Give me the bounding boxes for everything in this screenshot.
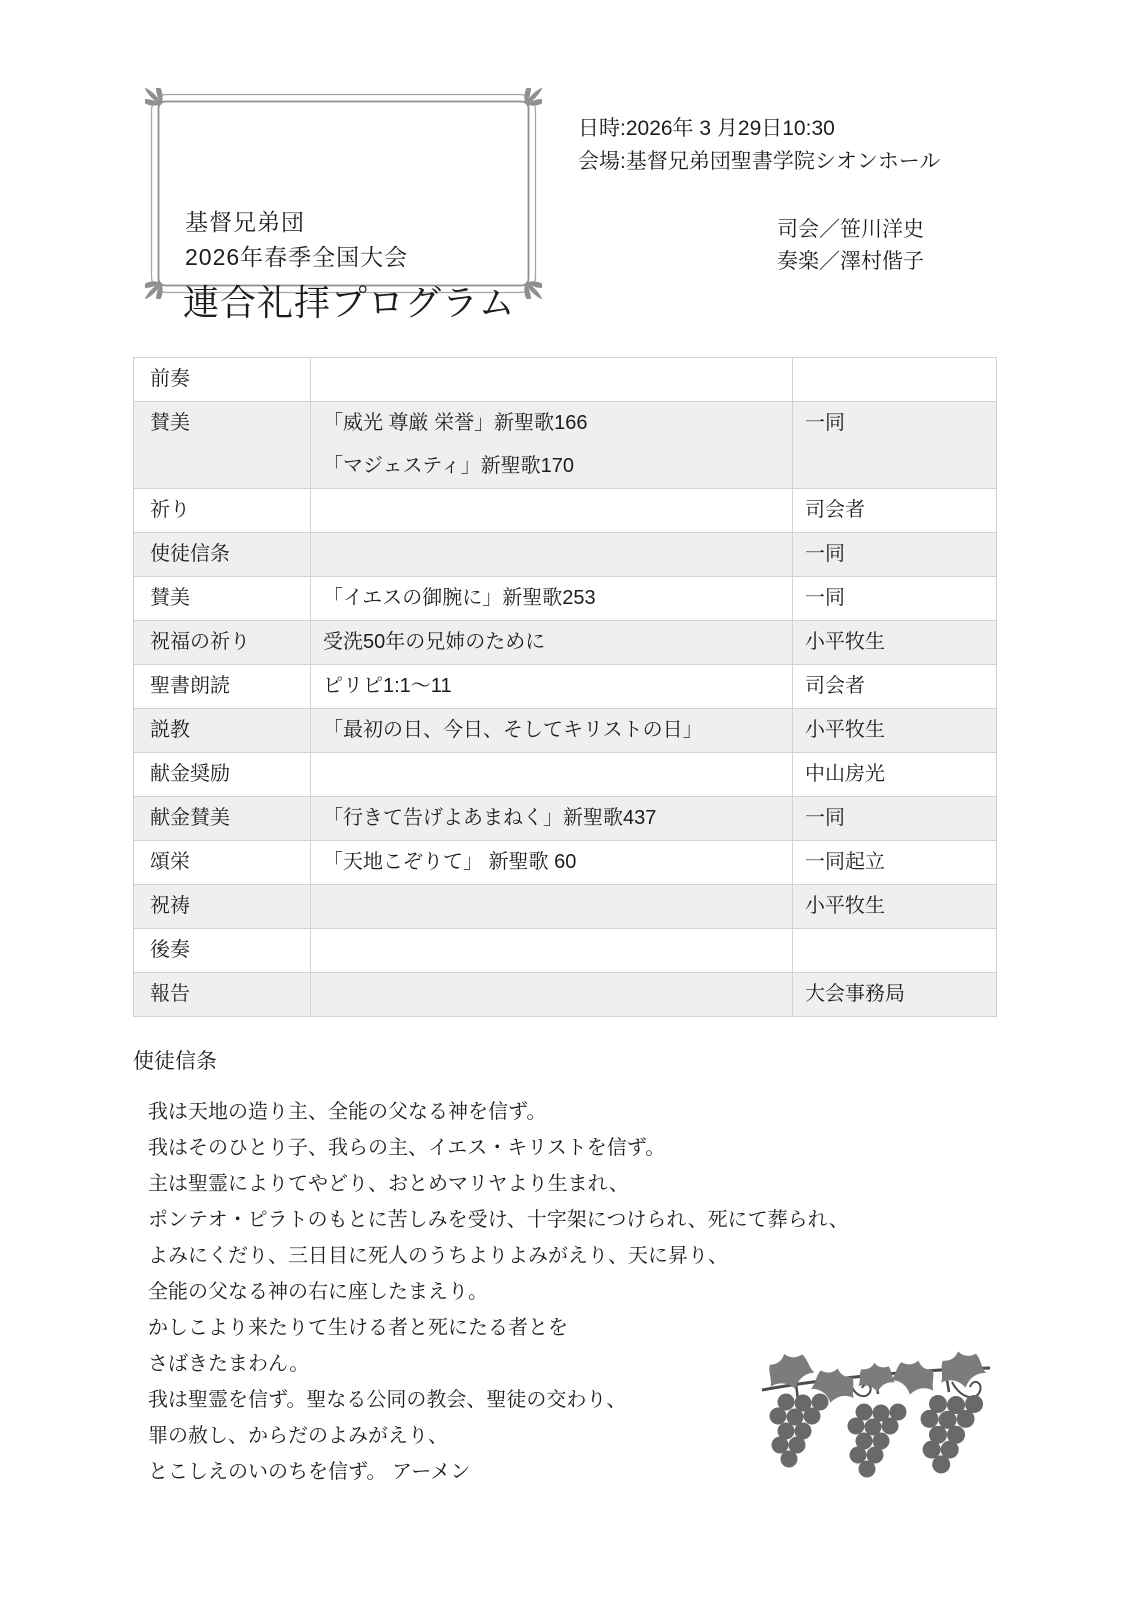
grapevine-ornament-icon: [756, 1338, 996, 1496]
program-item: 献金賛美: [134, 797, 311, 841]
event-info: [578, 112, 940, 178]
table-row: [134, 929, 997, 973]
title-frame: [145, 88, 542, 323]
creed-text: [148, 1094, 849, 1490]
table-row: [134, 577, 997, 621]
program-detail: ピリピ1:1～11: [311, 665, 793, 709]
program-item: 祝福の祈り: [134, 621, 311, 665]
program-detail: 「行きて告げよあまねく」新聖歌437: [311, 797, 793, 841]
program-detail: 受洗50年の兄姉のために: [311, 621, 793, 665]
program-detail: [311, 973, 793, 1017]
program-detail: 「天地こぞりて」 新聖歌 60: [311, 841, 793, 885]
program-who: 司会者: [793, 489, 997, 533]
program-who: 司会者: [793, 665, 997, 709]
program-who: 小平牧生: [793, 621, 997, 665]
program-item: 祈り: [134, 489, 311, 533]
program-item: 賛美: [134, 577, 311, 621]
program-item: 報告: [134, 973, 311, 1017]
program-who: 大会事務局: [793, 973, 997, 1017]
table-row: [134, 753, 997, 797]
organization-name: 基督兄弟団: [185, 209, 305, 235]
program-detail-line: 「威光 尊厳 栄誉」新聖歌166: [323, 412, 588, 434]
table-row: [134, 621, 997, 665]
page-title: 連合礼拝プログラム: [183, 282, 516, 323]
creed-line: 全能の父なる神の右に座したまえり。: [148, 1281, 488, 1303]
program-who: 中山房光: [793, 753, 997, 797]
creed-line: 罪の赦し、からだのよみがえり、: [148, 1425, 448, 1447]
table-row: [134, 841, 997, 885]
table-row: [134, 358, 997, 402]
program-who: 小平牧生: [793, 885, 997, 929]
program-item: 使徒信条: [134, 533, 311, 577]
creed-line: さばきたまわん。: [148, 1353, 310, 1375]
program-table: [133, 357, 997, 1017]
program-who: 一同: [793, 577, 997, 621]
creed-line: かしこより来たりて生ける者と死にたる者とを: [148, 1317, 568, 1339]
program-detail: 「イエスの御腕に」新聖歌253: [311, 577, 793, 621]
table-row: [134, 709, 997, 753]
creed-line: とこしえのいのちを信ず。 アーメン: [148, 1461, 471, 1483]
program-detail-line: 「マジェスティ」新聖歌170: [323, 455, 574, 477]
table-row: [134, 533, 997, 577]
event-venue: 会場:基督兄弟団聖書学院シオンホール: [578, 150, 941, 173]
program-who: 一同起立: [793, 841, 997, 885]
program-detail: [311, 929, 793, 973]
creed-line: 我は聖霊を信ず。聖なる公同の教会、聖徒の交わり、: [148, 1389, 627, 1411]
program-item: 後奏: [134, 929, 311, 973]
event-name: 2026年春季全国大会: [185, 244, 409, 270]
mc-name: 司会／笹川洋史: [777, 218, 924, 241]
program-item: 賛美: [134, 402, 311, 489]
table-row: [134, 402, 997, 489]
program-item: 聖書朗読: [134, 665, 311, 709]
program-who: 一同: [793, 797, 997, 841]
program-item: 説教: [134, 709, 311, 753]
program-detail: [311, 533, 793, 577]
program-who: 一同: [793, 533, 997, 577]
creed-heading: 使徒信条: [133, 1050, 217, 1073]
table-row: [134, 973, 997, 1017]
program-detail: [311, 489, 793, 533]
program-who: 一同: [793, 402, 997, 489]
creed-line: よみにくだり、三日目に死人のうちよりよみがえり、天に昇り、: [148, 1245, 728, 1267]
program-item: 前奏: [134, 358, 311, 402]
table-row: [134, 665, 997, 709]
event-datetime: 日時:2026年 3 月29日10:30: [578, 117, 835, 140]
program-who: 小平牧生: [793, 709, 997, 753]
creed-line: 主は聖霊によりてやどり、おとめマリヤより生まれ、: [148, 1173, 629, 1195]
program-detail: 「最初の日、今日、そしてキリストの日」: [311, 709, 793, 753]
program-item: 祝祷: [134, 885, 311, 929]
creed-line: 我は天地の造り主、全能の父なる神を信ず。: [148, 1101, 547, 1123]
program-detail: [311, 402, 793, 489]
creed-line: ポンテオ・ピラトのもとに苦しみを受け、十字架につけられ、死にて葬られ、: [148, 1209, 849, 1231]
table-row: [134, 489, 997, 533]
program-who: [793, 929, 997, 973]
program-who: [793, 358, 997, 402]
staff-info: [777, 214, 924, 278]
creed-line: 我はそのひとり子、我らの主、イエス・キリストを信ず。: [148, 1137, 666, 1159]
organist-name: 奏楽／澤村偕子: [777, 250, 924, 273]
table-row: [134, 797, 997, 841]
program-item: 頌栄: [134, 841, 311, 885]
program-detail: [311, 358, 793, 402]
table-row: [134, 885, 997, 929]
program-item: 献金奨励: [134, 753, 311, 797]
program-detail: [311, 885, 793, 929]
program-detail: [311, 753, 793, 797]
